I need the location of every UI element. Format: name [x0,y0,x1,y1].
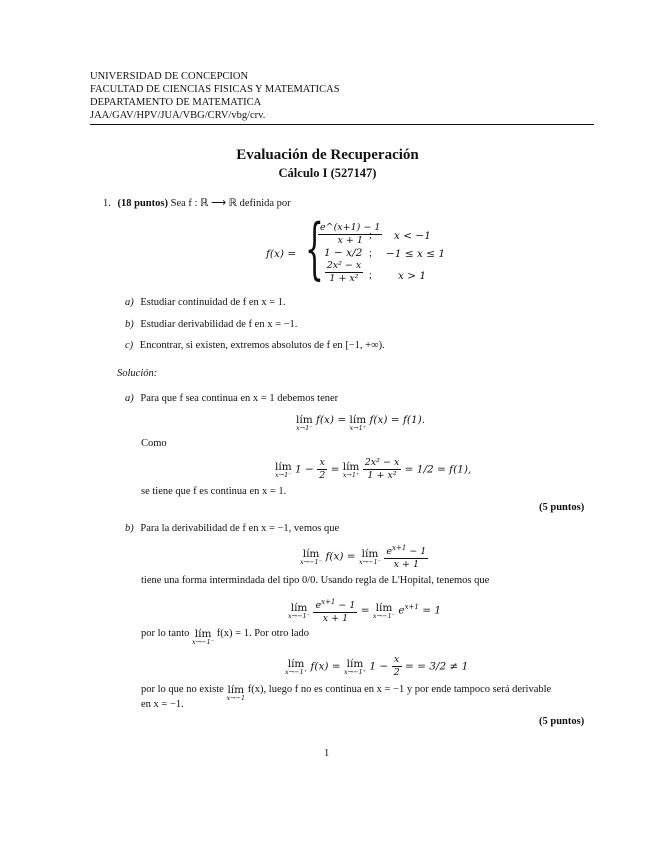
solution-b-limit-left: lím x→−1⁻ f(x) = lím x→−1⁻ $\frac{e^{x+1} - 1}{x + 1}$ [300,544,427,571]
case1-condition: x < −1 [394,230,431,242]
solution-b-points: (5 puntos) [539,716,585,727]
problem-intro: Sea f : ℝ ⟶ ℝ definida por [170,198,291,209]
case2-expression: 1 − x/2 [324,247,363,259]
exam-subtitle: Cálculo I (527147) [278,166,377,180]
solution-b-limit-right: lím x→−1⁺ f(x) = lím x→−1⁺ 1 − $\frac{x}{2}$ = = 3/2 ≠ 1 [285,654,469,678]
case1-separator: ; [369,230,372,241]
solution-b-indeterminate: tiene una forma intermindada del tipo 0/0. Usando regla de L'Hopital, tenemos que [141,575,490,586]
problem-statement [103,197,291,209]
solution-b-noexiste-end: en x = −1. [141,699,184,710]
case2-condition: −1 ≤ x ≤ 1 [386,248,446,260]
solution-b-intro: b) Para la derivabilidad de f en x = −1, vemos que [125,523,340,534]
solution-b-portanto: por lo tanto lím x→−1⁻ f(x) = 1. Por otro lado [141,628,310,646]
institution-header [90,70,340,122]
solution-a-points: (5 puntos) [539,502,585,513]
item-a: a) Estudiar continuidad de f en x = 1. [125,297,286,308]
solution-a-intro: a) Para que f sea continua en x = 1 debemos tener [125,393,339,404]
case3-expression [318,260,370,285]
case2-separator: ; [369,248,372,259]
problem-points: (18 puntos) [117,198,168,209]
header-rule [90,124,594,125]
header-authors: JAA/GAV/HPV/JUA/VBG/CRV/vbg/crv. [90,110,266,121]
item-c: c) Encontrar, si existen, extremos absolutos de f en [−1, +∞). [125,340,385,351]
header-university: UNIVERSIDAD DE CONCEPCION [90,71,249,82]
exam-title: Evaluación de Recuperación [236,147,419,163]
page-number: 1 [324,748,330,759]
solution-b-lhopital: lím x→−1⁻ $\frac{e^{x+1} - 1}{x + 1}$ = lím x→−1⁻ $e^{x+1} = 1$ [288,598,442,625]
piecewise-brace: { [305,210,324,287]
case1-expression [318,222,381,247]
solution-a-equation2: lím x→1⁻ 1 − $\frac{x}{2}$ = lím x→1⁺ $\frac{\text{2x² − x}}{\text{1 + x²}}$ = 1/2 = f(1), [275,457,472,481]
case1-fraction: $\frac{e\^{}(x+1) - 1}{x + 1}$ [320,222,381,246]
solution-heading: Solución: [117,368,158,379]
header-faculty: FACULTAD DE CIENCIAS FISICAS Y MATEMATICAS [90,84,340,95]
header-department: DEPARTAMENTO DE MATEMATICA [90,97,262,108]
solution-a-como: Como [141,438,167,449]
problem-number: 1. [103,198,111,209]
piecewise-lhs: f(x) = [266,248,297,260]
solution-a-equation1: lím x→1⁻ f(x) = lím x→1⁺ f(x) = f(1). [296,414,426,432]
case3-separator: ; [369,270,372,281]
solution-b-noexiste: por lo que no existe lím x→−1 f(x), luego f no es continua en x = −1 y por ende tampoco será derivable [141,684,552,702]
solution-a-conclusion: se tiene que f es continua en x = 1. [141,486,287,497]
case3-fraction: $\frac{\text{2x² − x}}{\text{1 + x²}}$ [326,260,362,284]
item-b: b) Estudiar derivabilidad de f en x = −1. [125,319,298,330]
case3-condition: x > 1 [398,270,427,282]
